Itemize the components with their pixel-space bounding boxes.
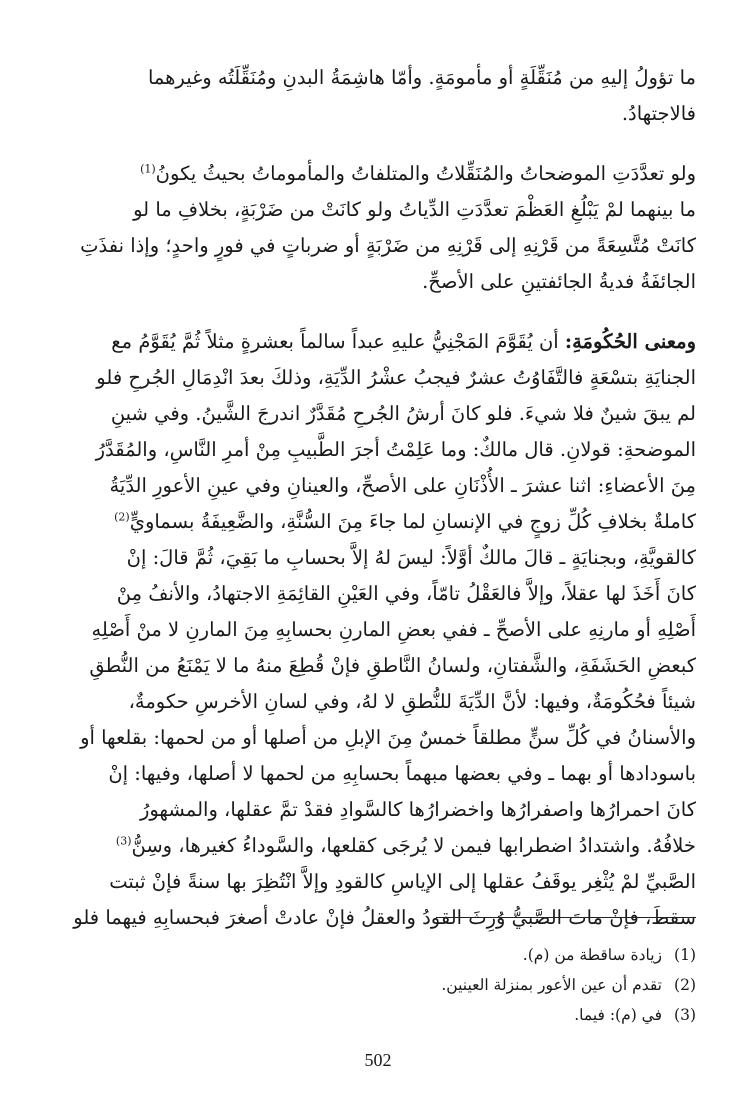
text-line: ما تؤولُ إليهِ من مُنَقِّلَةٍ أو مأمومَةٍ. وأمّا هاشِمَةُ البدنِ ومُنَقِّلَتُه وغيرهما: [147, 66, 696, 89]
footnote-text: في (م): فيما.: [574, 1006, 662, 1024]
text-line: ما بينهما لمْ يَبْلُغِ العَظْمَ تعدَّدَتِ الدِّياتُ ولو كانَتْ من ضَرْبَةٍ، بخلافِ ما لو: [133, 198, 696, 221]
text-line: سقطَ، فإنْ ماتَ الصَّبيُّ وُرِثَ القودُ والعقلُ فإنْ عادتْ أصغرَ فبحسابِهِ فيهما فلو: [73, 906, 696, 929]
footnote-number: (1): [674, 946, 696, 964]
footnote-item: [70, 940, 696, 970]
footnote-ref-2[interactable]: (2): [114, 510, 130, 524]
text-line: [70, 324, 696, 360]
line-text: خلافُهُ. واشتدادُ اضطرابها فيمن لا يُرجَى كقلعها، والسَّوداءُ كغيرها، وسِنُّ: [131, 834, 696, 857]
text-line: [70, 504, 696, 540]
page-number: 502: [364, 1050, 392, 1070]
paragraph-1: [70, 60, 696, 132]
definition-term: ومعنى الحُكُومَةِ:: [564, 330, 696, 353]
line-text: كاملةٌ بخلافِ كُلِّ زوجٍ في الإنسانِ لما جاءَ مِنَ السُّنَّةِ، والضَّعِيفَةُ بسماويٍّ: [129, 510, 696, 533]
footnote-item: [70, 970, 696, 1000]
text-line: [70, 156, 696, 192]
footnote-text: زيادة ساقطة من (م).: [522, 946, 662, 964]
text-line: مِنَ الأعضاءِ: اثنا عشرَ ـ الأُذْنَانِ على الأصحِّ، والعينانِ وفي عينِ الأعورِ الدِّيَةُ: [109, 474, 696, 497]
footnote-ref-1[interactable]: (1): [140, 162, 156, 176]
paragraph-2: [70, 156, 696, 300]
text-line: أَصْلِهِ أو مارنِهِ على الأصحِّ ـ ففي بعضِ المارنِ بحسابِهِ مِنَ المارنِ لا منْ أَصْلِهِ: [91, 618, 696, 641]
text-line: الجائفَةُ فديةُ الجائفتينِ على الأصحِّ.: [422, 270, 696, 293]
footnote-number: (2): [674, 976, 696, 994]
text-line: كانَ أَخَذَ لها عقلاً، وإلاَّ فالعَقْلُ تامّاً، وفي العَيْنِ القائِمَةِ الاجتهادُ، والأنفُ مِنْ: [116, 582, 696, 605]
text-line: كبعضِ الحَشَفَةِ، والشَّفتانِ، ولسانُ النَّاطقِ فإنْ قُطِعَ منهُ ما لا يَمْنَعُ من النُّطقِ: [89, 654, 696, 677]
footnotes: [70, 940, 696, 1030]
line-text: أن يُقَوَّمَ المَجْنِيُّ عليهِ عبداً سالماً بعشرةٍ مثلاً ثُمَّ يُقَوَّمُ مع: [111, 330, 559, 353]
text-line: شيئاً فحُكُومَةٌ، وفيها: لأنَّ الدِّيَةَ للنُّطقِ لا لهُ، وفي لسانِ الأخرسِ حكومةٌ،: [128, 690, 696, 713]
text-line: فالاجتهادُ.: [621, 102, 696, 125]
footnote-item: [70, 1000, 696, 1030]
text-line: [70, 828, 696, 864]
text-line: كالقويَّةِ، وبجنايَةٍ ـ قالَ مالكٌ أوَّلاً: ليسَ لهُ إلاَّ بحسابِ ما بَقِيَ، ثُمَّ قالَ: إنْ: [126, 546, 696, 569]
footnote-text: تقدم أن عين الأعور بمنزلة العينين.: [441, 976, 662, 994]
text-line: الموضحةِ: قولانِ. قال مالكٌ: وما عَلِمْتُ أجرَ الطَّبيبِ مِنْ أمرِ النَّاسِ، والمُقَدَّرُ: [95, 438, 696, 461]
text-line: كانَ احمرارُها واصفرارُها واخضرارُها كالسَّوادِ فقدْ تمَّ عقلها، والمشهورُ: [139, 798, 696, 821]
main-text: [70, 60, 696, 960]
footnote-separator: [436, 917, 696, 918]
line-text: ولو تعدَّدَتِ الموضحاتُ والمُنَقِّلاتُ والمتلفاتُ والمأموماتُ بحيثُ يكونُ: [155, 162, 696, 185]
text-line: الجنايَةِ بتسْعَةٍ فالتَّفَاوُتُ عشرٌ فيجبُ عشْرُ الدِّيَةِ، وذلكَ بعدَ انْدِمَالِ الجُرحِ فلو: [96, 366, 696, 389]
text-line: والأسنانُ في كُلِّ سنٍّ مطلقاً خمسٌ مِنَ الإبلِ من أصلها أو من لحمها: بقلعها أو: [80, 726, 696, 749]
footnote-ref-3[interactable]: (3): [115, 834, 132, 848]
paragraph-3: [70, 324, 696, 936]
footnote-number: (3): [674, 1006, 696, 1024]
text-line: باسودادها أو بهما ـ وفي بعضها مبهماً بحسابِهِ من لحمها لا أصلها، وفيها: إنْ: [108, 762, 696, 785]
text-line: لم يبقَ شينٌ فلا شيءَ. فلو كانَ أرشُ الجُرحِ مُقَدَّرٌ اندرجَ الشَّينُ. وفي شينِ: [110, 402, 696, 425]
text-line: كانَتْ مُتَّسِعَةً من قَرْنِهِ إلى قَرْنِهِ من ضَرْبَةٍ أو ضرباتٍ في فورٍ واحدٍ؛ وإذا نفذَتِ: [80, 234, 696, 257]
text-line: الصَّبيِّ لمْ يُثْغِر يوقَفُ عقلها إلى الإياسِ كالقودِ وإلاَّ انْتُظِرَ بها سنةً فإنْ ثبتت: [109, 870, 696, 893]
